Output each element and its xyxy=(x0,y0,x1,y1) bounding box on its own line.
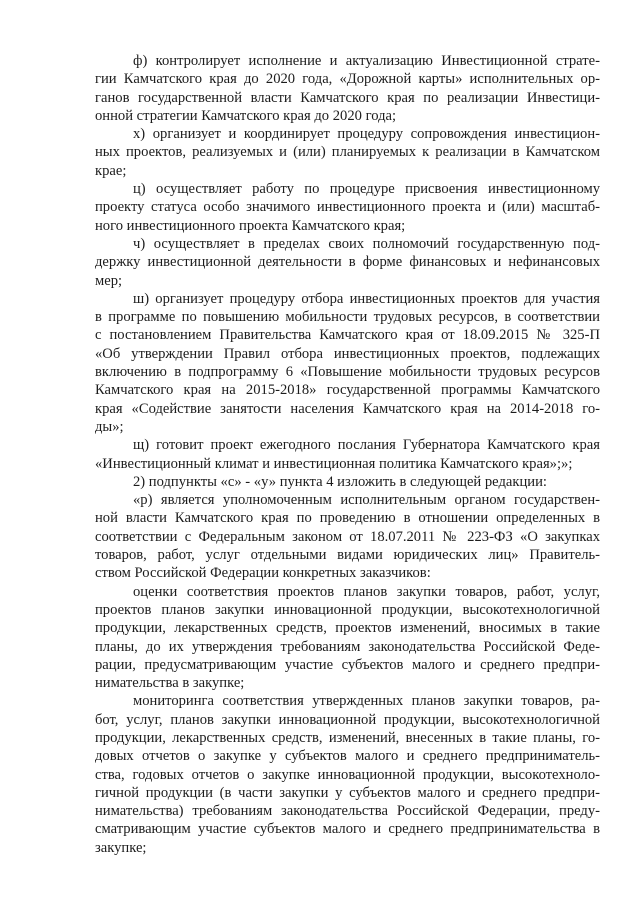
text-line: ством Российской Федерации конкретных заказчиков: xyxy=(95,565,431,582)
text-line: включению в подпрограмму 6 «Повышение мобильности трудовых ресурсов xyxy=(95,364,600,381)
text-line: «р) является уполномоченным исполнительным органом государствен- xyxy=(133,492,600,509)
text-line: ф) контролирует исполнение и актуализацию Инвестиционной страте- xyxy=(133,53,600,69)
text-line: нимательства в закупке; xyxy=(95,675,245,692)
text-line: нимательства) требованиям законодательства Российской Федерации, преду- xyxy=(95,803,600,820)
text-line: края «Содействие занятости населения Камчатского края на 2014-2018 го- xyxy=(95,400,600,417)
text-line: ного инвестиционного проекта Камчатского края; xyxy=(95,217,406,234)
text-line: ч) осуществляет в пределах своих полномочий государственную под- xyxy=(133,235,600,252)
text-line: ства, годовых отчетов о закупке инновационной продукции, высокотехноло- xyxy=(95,766,600,783)
text-line: ганов государственной власти Камчатского края по реализации Инвестици- xyxy=(95,89,600,106)
text-line: гии Камчатского края до 2020 года, «Дорожной карты» исполнительных ор- xyxy=(95,71,600,88)
document-page xyxy=(95,52,600,857)
paragraph-item-f xyxy=(95,52,600,125)
text-line: оценки соответствия проектов планов закупки товаров, работ, услуг, xyxy=(133,583,600,600)
paragraph-item-otsenki xyxy=(95,583,600,693)
text-line: 2) подпункты «с» - «у» пункта 4 изложить в следующей редакции: xyxy=(133,473,547,490)
text-line: ды»; xyxy=(95,418,124,435)
text-line: ных проектов, реализуемых и (или) планируемых к реализации в Камчатском xyxy=(95,144,600,161)
text-line: товаров, работ, услуг отдельными видами юридических лиц» Правитель- xyxy=(95,547,600,564)
paragraph-item-sh xyxy=(95,290,600,436)
text-line: довых отчетов о закупке у субъектов малого и среднего предприниматель- xyxy=(95,748,600,765)
paragraph-item-r xyxy=(95,491,600,582)
text-line: мер; xyxy=(95,272,123,289)
text-line: держку инвестиционной деятельности в форме финансовых и нефинансовых xyxy=(95,254,600,271)
text-line: сматривающим участие субъектов малого и среднего предпринимательства в xyxy=(95,821,600,838)
text-line: планы, до их утверждения требованиям законодательства Российской Феде- xyxy=(95,638,600,655)
text-line: проекту статуса особо значимого инвестиционного проекта и (или) масштаб- xyxy=(95,199,600,216)
text-line: закупке; xyxy=(95,839,147,856)
text-line: щ) готовит проект ежегодного послания Губернатора Камчатского края xyxy=(133,437,600,454)
text-line: ной власти Камчатского края по проведению в отношении определенных в xyxy=(95,510,600,527)
text-line: рации, предусматривающим участие субъектов малого и среднего предпри- xyxy=(95,656,600,673)
text-line: гичной продукции (в части закупки у субъектов малого и среднего предпри- xyxy=(95,784,600,801)
text-line: Камчатского края на 2015-2018» государственной программы Камчатского xyxy=(95,382,600,399)
text-line: в программе по повышению мобильности трудовых ресурсов, в соответствии xyxy=(95,309,600,326)
text-line: ц) осуществляет работу по процедуре присвоения инвестиционному xyxy=(133,181,600,198)
text-line: продукции, лекарственных средств, изменений, внесенных в такие планы, го- xyxy=(95,729,600,746)
text-line: бот, услуг, планов закупки инновационной продукции, высокотехнологичной xyxy=(95,711,600,728)
text-line: продукции, лекарственных средств, проектов изменений, вносимых в такие xyxy=(95,620,600,637)
text-line: мониторинга соответствия утвержденных планов закупки товаров, ра- xyxy=(133,693,600,710)
text-line: х) организует и координирует процедуру сопровождения инвестицион- xyxy=(133,126,600,143)
text-line: онной стратегии Камчатского края до 2020 года; xyxy=(95,107,397,124)
paragraph-item-ch xyxy=(95,235,600,290)
paragraph-item-monitoringa xyxy=(95,692,600,857)
text-line: «Инвестиционный климат и инвестиционная политика Камчатского края»;»; xyxy=(95,455,573,472)
text-line: «Об утверждении Правил отбора инвестиционных проектов, подлежащих xyxy=(95,345,600,362)
paragraph-item-kh xyxy=(95,125,600,180)
text-line: соответствии с Федеральным законом от 18.07.2011 № 223-ФЗ «О закупках xyxy=(95,528,600,545)
text-line: крае; xyxy=(95,162,127,179)
paragraph-item-shch xyxy=(95,436,600,473)
text-line: ш) организует процедуру отбора инвестиционных проектов для участия xyxy=(133,290,600,307)
text-line: проектов планов закупки инновационной продукции, высокотехнологичной xyxy=(95,601,600,618)
text-line: с постановлением Правительства Камчатского края от 18.09.2015 № 325-П xyxy=(95,327,600,344)
paragraph-item-ts xyxy=(95,180,600,235)
paragraph-item-2 xyxy=(95,473,600,491)
